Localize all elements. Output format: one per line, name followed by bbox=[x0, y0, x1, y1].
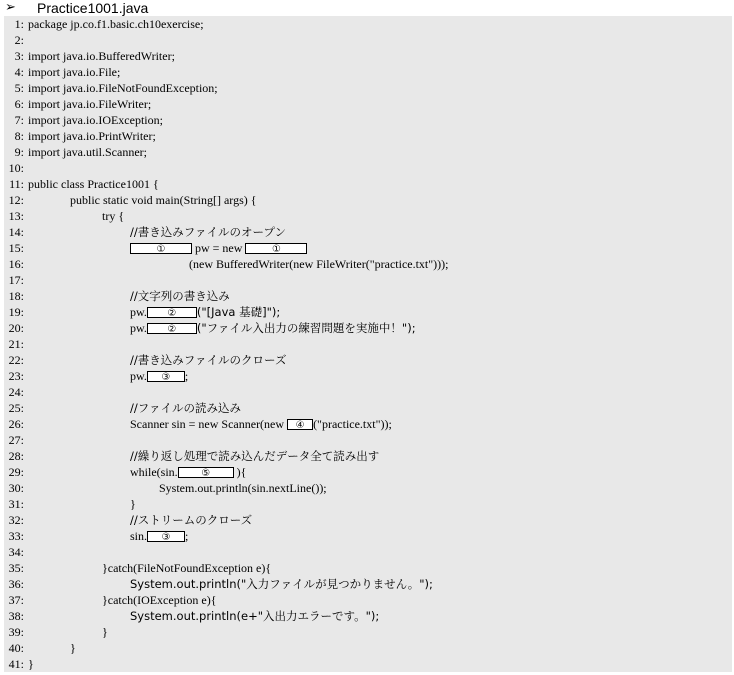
code-text: } bbox=[130, 497, 136, 511]
answer-blank-5[interactable]: ⑤ bbox=[178, 467, 234, 478]
line-number: 6: bbox=[14, 97, 24, 111]
code-text: import java.io.File; bbox=[28, 65, 121, 79]
line-number: 21: bbox=[8, 337, 24, 351]
code-text: import java.io.FileNotFoundException; bbox=[28, 81, 218, 95]
code-text: package jp.co.f1.basic.ch10exercise; bbox=[28, 17, 204, 31]
line-number: 32: bbox=[8, 513, 24, 527]
code-line-5 bbox=[4, 80, 732, 96]
code-line-28 bbox=[4, 448, 732, 464]
code-text: }catch(IOException e){ bbox=[102, 593, 217, 607]
code-line-18 bbox=[4, 288, 732, 304]
code-text bbox=[130, 464, 246, 480]
line-number: 4: bbox=[14, 65, 24, 79]
code-comment: //ストリームのクローズ bbox=[130, 513, 253, 527]
line-number: 36: bbox=[8, 577, 24, 591]
code-line-12 bbox=[4, 192, 732, 208]
code-text: } bbox=[70, 641, 76, 655]
code-line-33 bbox=[4, 528, 732, 544]
answer-blank-2b[interactable]: ② bbox=[147, 323, 197, 334]
code-text bbox=[130, 304, 280, 320]
line-number: 9: bbox=[14, 145, 24, 159]
line-number: 2: bbox=[14, 33, 24, 47]
line-number: 23: bbox=[8, 369, 24, 383]
code-line-34 bbox=[4, 544, 732, 560]
code-line-37 bbox=[4, 592, 732, 608]
line-number: 22: bbox=[8, 353, 24, 367]
code-line-38 bbox=[4, 608, 732, 624]
line-number: 40: bbox=[8, 641, 24, 655]
code-line-39 bbox=[4, 624, 732, 640]
code-listing bbox=[4, 16, 732, 672]
answer-blank-1b[interactable]: ① bbox=[245, 243, 307, 254]
code-text bbox=[130, 368, 188, 384]
line-number: 15: bbox=[8, 241, 24, 255]
code-line-35 bbox=[4, 560, 732, 576]
code-fragment: sin. bbox=[130, 529, 148, 543]
code-text bbox=[130, 528, 188, 544]
code-line-31 bbox=[4, 496, 732, 512]
code-comment: //文字列の書き込み bbox=[130, 289, 230, 303]
code-line-4 bbox=[4, 64, 732, 80]
code-text: public class Practice1001 { bbox=[28, 177, 159, 191]
line-number: 19: bbox=[8, 305, 24, 319]
code-text: import java.util.Scanner; bbox=[28, 145, 147, 159]
code-line-26 bbox=[4, 416, 732, 432]
line-number: 12: bbox=[8, 193, 24, 207]
code-fragment: Scanner sin = new Scanner(new bbox=[130, 417, 285, 431]
code-line-1 bbox=[4, 16, 732, 32]
line-number: 1: bbox=[14, 17, 24, 31]
code-text: System.out.println(e+"入出力エラーです。"); bbox=[130, 609, 380, 623]
code-line-3 bbox=[4, 48, 732, 64]
code-comment: //書き込みファイルのクローズ bbox=[130, 353, 287, 367]
line-number: 20: bbox=[8, 321, 24, 335]
code-text: try { bbox=[102, 209, 125, 223]
code-text: } bbox=[102, 625, 108, 639]
code-text bbox=[130, 416, 392, 432]
answer-blank-3[interactable]: ③ bbox=[147, 371, 185, 382]
code-text: System.out.println(sin.nextLine()); bbox=[159, 481, 327, 495]
line-number: 8: bbox=[14, 129, 24, 143]
line-number: 24: bbox=[8, 385, 24, 399]
line-number: 29: bbox=[8, 465, 24, 479]
code-text: (new BufferedWriter(new FileWriter("practice.txt"))); bbox=[189, 257, 449, 271]
code-text: public static void main(String[] args) { bbox=[70, 193, 257, 207]
code-fragment: ("practice.txt")); bbox=[313, 417, 392, 431]
line-number: 16: bbox=[8, 257, 24, 271]
arrow-bullet-icon: ➢ bbox=[5, 0, 16, 15]
file-name: Practice1001.java bbox=[37, 0, 149, 16]
line-number: 5: bbox=[14, 81, 24, 95]
code-line-17 bbox=[4, 272, 732, 288]
code-fragment: while(sin. bbox=[130, 465, 178, 479]
line-number: 37: bbox=[8, 593, 24, 607]
code-line-40 bbox=[4, 640, 732, 656]
code-line-11 bbox=[4, 176, 732, 192]
code-line-7 bbox=[4, 112, 732, 128]
line-number: 7: bbox=[14, 113, 24, 127]
line-number: 38: bbox=[8, 609, 24, 623]
line-number: 31: bbox=[8, 497, 24, 511]
code-line-19 bbox=[4, 304, 732, 320]
line-number: 28: bbox=[8, 449, 24, 463]
code-text: }catch(FileNotFoundException e){ bbox=[102, 561, 272, 575]
answer-blank-1[interactable]: ① bbox=[130, 243, 192, 254]
code-line-25 bbox=[4, 400, 732, 416]
code-fragment: ("[Java 基礎]"); bbox=[196, 305, 281, 319]
code-fragment: pw = new bbox=[195, 241, 243, 255]
line-number: 3: bbox=[14, 49, 24, 63]
code-fragment: pw. bbox=[130, 321, 147, 335]
code-fragment: ; bbox=[184, 369, 189, 383]
line-number: 35: bbox=[8, 561, 24, 575]
code-text: } bbox=[28, 657, 34, 671]
code-line-20 bbox=[4, 320, 732, 336]
code-line-9 bbox=[4, 144, 732, 160]
line-number: 18: bbox=[8, 289, 24, 303]
code-line-14 bbox=[4, 224, 732, 240]
code-line-13 bbox=[4, 208, 732, 224]
code-text: import java.io.PrintWriter; bbox=[28, 129, 156, 143]
code-fragment: pw. bbox=[130, 369, 147, 383]
line-number: 26: bbox=[8, 417, 24, 431]
code-line-29 bbox=[4, 464, 732, 480]
code-line-10 bbox=[4, 160, 732, 176]
code-text bbox=[130, 320, 416, 336]
answer-blank-4[interactable]: ④ bbox=[287, 419, 313, 430]
line-number: 33: bbox=[8, 529, 24, 543]
code-fragment: pw. bbox=[130, 305, 147, 319]
code-line-32 bbox=[4, 512, 732, 528]
line-number: 25: bbox=[8, 401, 24, 415]
code-text: System.out.println("入力ファイルが見つかりません。"); bbox=[130, 577, 433, 591]
code-line-15 bbox=[4, 240, 732, 256]
code-line-16 bbox=[4, 256, 732, 272]
code-line-22 bbox=[4, 352, 732, 368]
line-number: 13: bbox=[8, 209, 24, 223]
code-line-27 bbox=[4, 432, 732, 448]
code-fragment: ){ bbox=[236, 465, 247, 479]
answer-blank-3b[interactable]: ③ bbox=[147, 531, 185, 542]
code-comment: //書き込みファイルのオープン bbox=[130, 225, 286, 239]
code-fragment: ("ファイル入出力の練習問題を実施中！"); bbox=[196, 321, 416, 335]
answer-blank-2[interactable]: ② bbox=[147, 307, 197, 318]
line-number: 41: bbox=[8, 657, 24, 671]
code-line-6 bbox=[4, 96, 732, 112]
line-number: 30: bbox=[8, 481, 24, 495]
code-text: import java.io.IOException; bbox=[28, 113, 163, 127]
line-number: 27: bbox=[8, 433, 24, 447]
line-number: 10: bbox=[8, 161, 24, 175]
code-fragment: ; bbox=[185, 529, 189, 543]
line-number: 34: bbox=[8, 545, 24, 559]
line-number: 17: bbox=[8, 273, 24, 287]
code-comment: //繰り返し処理で読み込んだデータ全て読み出す bbox=[130, 449, 380, 463]
line-number: 11: bbox=[9, 177, 24, 191]
code-line-30 bbox=[4, 480, 732, 496]
code-text: import java.io.BufferedWriter; bbox=[28, 49, 175, 63]
code-comment: //ファイルの読み込み bbox=[130, 401, 242, 415]
code-line-24 bbox=[4, 384, 732, 400]
code-line-2 bbox=[4, 32, 732, 48]
code-line-23 bbox=[4, 368, 732, 384]
code-line-21 bbox=[4, 336, 732, 352]
code-text bbox=[130, 240, 307, 256]
line-number: 14: bbox=[8, 225, 24, 239]
code-line-41 bbox=[4, 656, 732, 672]
line-number: 39: bbox=[8, 625, 24, 639]
code-line-36 bbox=[4, 576, 732, 592]
code-text: import java.io.FileWriter; bbox=[28, 97, 152, 111]
code-line-8 bbox=[4, 128, 732, 144]
